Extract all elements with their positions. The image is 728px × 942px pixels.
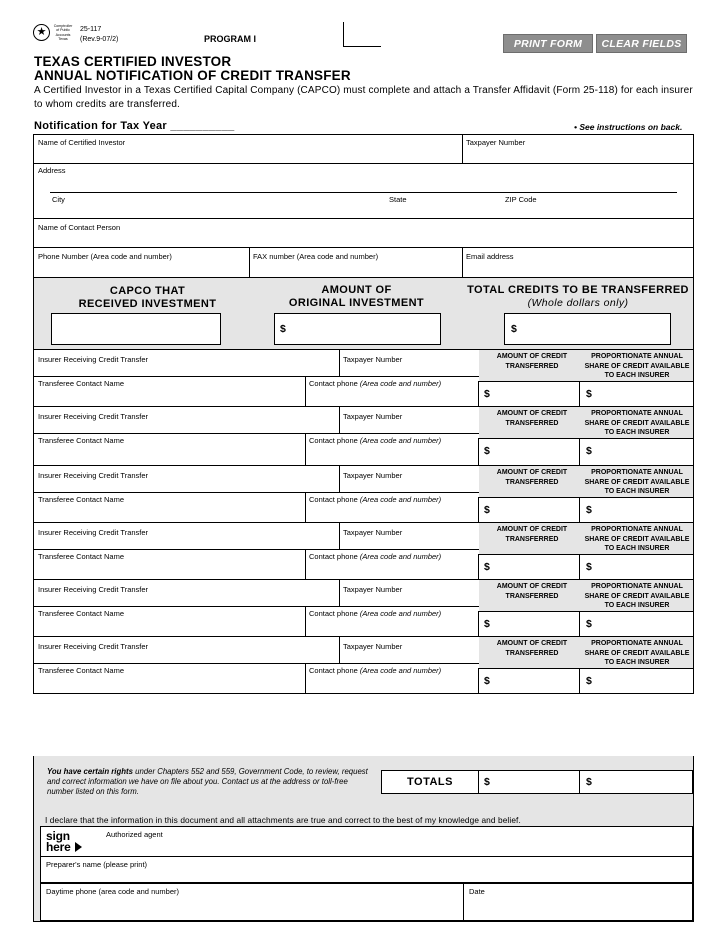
authorized-agent-label: Authorized agent xyxy=(106,830,163,839)
contact-phone-field[interactable] xyxy=(308,675,476,692)
proportionate-share-header-line3: TO EACH INSURER xyxy=(604,659,670,666)
zip-label: ZIP Code xyxy=(505,195,537,204)
contact-phone-label-hint: (Area code and number) xyxy=(359,379,442,388)
proportionate-share-header-line1: PROPORTIONATE ANNUAL xyxy=(591,640,683,647)
amount-transferred-dollar: $ xyxy=(484,388,490,400)
state-label: State xyxy=(389,195,407,204)
rights-notice-bold: You have certain rights xyxy=(47,767,133,776)
total-share-field[interactable] xyxy=(579,770,693,794)
insurer-taxpayer-label: Taxpayer Number xyxy=(343,528,403,537)
instructions-note: • See instructions on back. xyxy=(574,122,683,132)
insurer-name-field[interactable] xyxy=(36,536,336,547)
proportionate-share-header xyxy=(580,525,694,554)
insurer-taxpayer-label: Taxpayer Number xyxy=(343,642,403,651)
contact-phone-field[interactable] xyxy=(308,388,476,405)
proportionate-share-header xyxy=(580,468,694,497)
contact-phone-label xyxy=(309,379,441,388)
capco-header-line2: RECEIVED INVESTMENT xyxy=(78,298,217,310)
contact-phone-field[interactable] xyxy=(308,618,476,635)
amount-transferred-dollar: $ xyxy=(484,504,490,516)
amount-transferred-field[interactable] xyxy=(478,497,580,523)
proportionate-share-header-line2: SHARE OF CREDIT AVAILABLE xyxy=(584,362,690,370)
insurer-taxpayer-label: Taxpayer Number xyxy=(343,585,403,594)
transferee-contact-label: Transferee Contact Name xyxy=(38,552,125,561)
total-credits-field[interactable] xyxy=(504,313,671,345)
contact-phone-label-hint: (Area code and number) xyxy=(359,609,442,618)
transferee-contact-field[interactable] xyxy=(36,561,302,578)
amount-transferred-header xyxy=(486,352,578,371)
investor-name-label: Name of Certified Investor xyxy=(38,138,126,147)
insurer-name-label: Insurer Receiving Credit Transfer xyxy=(38,471,149,480)
proportionate-share-header-line1: PROPORTIONATE ANNUAL xyxy=(591,583,683,590)
insurer-taxpayer-field[interactable] xyxy=(342,363,476,374)
proportionate-share-field[interactable] xyxy=(579,497,694,523)
insurer-name-label: Insurer Receiving Credit Transfer xyxy=(38,355,149,364)
proportionate-share-field[interactable] xyxy=(579,668,694,694)
proportionate-share-header-line3: TO EACH INSURER xyxy=(604,372,670,379)
contact-phone-label xyxy=(309,552,441,561)
amount-transferred-header-line2: TRANSFERRED xyxy=(505,649,559,657)
insurer-name-label: Insurer Receiving Credit Transfer xyxy=(38,585,149,594)
phone-field[interactable] xyxy=(36,262,246,275)
header-divider-foot xyxy=(343,46,381,47)
proportionate-share-header xyxy=(580,639,694,668)
insurer-taxpayer-field[interactable] xyxy=(342,536,476,547)
amount-transferred-header-line2: TRANSFERRED xyxy=(505,478,559,486)
proportionate-share-field[interactable] xyxy=(579,554,694,580)
insurer-taxpayer-field[interactable] xyxy=(342,420,476,431)
proportionate-share-header-line1: PROPORTIONATE ANNUAL xyxy=(591,469,683,476)
tax-year-field[interactable] xyxy=(174,120,240,132)
address-field[interactable] xyxy=(50,177,677,190)
proportionate-share-dollar: $ xyxy=(586,675,592,687)
total-credits-header xyxy=(462,284,694,310)
totals-label: TOTALS xyxy=(407,776,453,788)
insurer-name-label: Insurer Receiving Credit Transfer xyxy=(38,412,149,421)
form-title-line2: ANNUAL NOTIFICATION OF CREDIT TRANSFER xyxy=(34,68,351,83)
original-investment-header-line2: ORIGINAL INVESTMENT xyxy=(288,297,425,309)
amount-transferred-header-line2: TRANSFERRED xyxy=(505,535,559,543)
rights-notice xyxy=(47,767,373,797)
amount-transferred-dollar: $ xyxy=(484,445,490,457)
amount-transferred-header-line1: AMOUNT OF CREDIT xyxy=(496,583,568,590)
proportionate-share-field[interactable] xyxy=(579,611,694,637)
proportionate-share-dollar: $ xyxy=(586,445,592,457)
contact-phone-label xyxy=(309,436,441,445)
fax-field[interactable] xyxy=(252,262,459,275)
form-title-line1: TEXAS CERTIFIED INVESTOR xyxy=(34,54,232,69)
transferee-contact-field[interactable] xyxy=(36,504,302,521)
transferee-contact-label: Transferee Contact Name xyxy=(38,436,125,445)
amount-transferred-dollar: $ xyxy=(484,561,490,573)
daytime-phone-field[interactable] xyxy=(44,897,460,917)
insurer-taxpayer-field[interactable] xyxy=(342,479,476,490)
total-credits-dollar: $ xyxy=(511,323,517,335)
amount-transferred-field[interactable] xyxy=(478,438,580,466)
proportionate-share-header-line2: SHARE OF CREDIT AVAILABLE xyxy=(584,419,690,427)
contact-phone-label-text: Contact phone xyxy=(309,436,360,445)
insurer-name-field[interactable] xyxy=(36,650,336,661)
investor-taxpayer-field[interactable] xyxy=(465,148,691,161)
original-investment-dollar: $ xyxy=(280,323,286,335)
insurer-taxpayer-field[interactable] xyxy=(342,593,476,604)
insurer-name-label: Insurer Receiving Credit Transfer xyxy=(38,528,149,537)
proportionate-share-header-line1: PROPORTIONATE ANNUAL xyxy=(591,526,683,533)
amount-transferred-header xyxy=(486,409,578,428)
contact-phone-field[interactable] xyxy=(308,504,476,521)
capco-name-field[interactable] xyxy=(51,313,221,345)
proportionate-share-dollar: $ xyxy=(586,504,592,516)
proportionate-share-header xyxy=(580,409,694,438)
investor-taxpayer-label: Taxpayer Number xyxy=(466,138,526,147)
amount-transferred-header-line2: TRANSFERRED xyxy=(505,592,559,600)
address-label: Address xyxy=(38,166,66,175)
contact-person-label: Name of Contact Person xyxy=(38,223,121,232)
form-intro: A Certified Investor in a Texas Certified Capital Company (CAPCO) must complete and attach a Transfer Affidavit (Form 25-118) for each insurer to whom credits are transferred. xyxy=(34,85,693,110)
proportionate-share-header xyxy=(580,352,694,381)
date-field[interactable] xyxy=(467,897,690,917)
investor-name-field[interactable] xyxy=(36,148,459,161)
total-share-dollar: $ xyxy=(586,776,592,788)
amount-transferred-header-line1: AMOUNT OF CREDIT xyxy=(496,640,568,647)
proportionate-share-header-line1: PROPORTIONATE ANNUAL xyxy=(591,353,683,360)
insurer-name-field[interactable] xyxy=(36,363,336,374)
proportionate-share-dollar: $ xyxy=(586,388,592,400)
transferee-contact-label: Transferee Contact Name xyxy=(38,495,125,504)
proportionate-share-field[interactable] xyxy=(579,438,694,466)
transferee-contact-field[interactable] xyxy=(36,445,302,464)
insurer-taxpayer-label: Taxpayer Number xyxy=(343,471,403,480)
proportionate-share-header-line3: TO EACH INSURER xyxy=(604,602,670,609)
amount-transferred-header-line1: AMOUNT OF CREDIT xyxy=(496,410,568,417)
sign-arrow-icon xyxy=(75,842,82,852)
proportionate-share-header xyxy=(580,582,694,611)
amount-transferred-field[interactable] xyxy=(478,381,580,407)
amount-transferred-header-line2: TRANSFERRED xyxy=(505,419,559,427)
amount-transferred-header-line1: AMOUNT OF CREDIT xyxy=(496,526,568,533)
total-amount-field[interactable] xyxy=(478,770,580,794)
email-label: Email address xyxy=(466,252,514,261)
contact-phone-label xyxy=(309,495,441,504)
amount-transferred-field[interactable] xyxy=(478,668,580,694)
contact-phone-label-text: Contact phone xyxy=(309,495,360,504)
proportionate-share-header-line2: SHARE OF CREDIT AVAILABLE xyxy=(584,592,690,600)
proportionate-share-header-line3: TO EACH INSURER xyxy=(604,429,670,436)
contact-phone-field[interactable] xyxy=(308,561,476,578)
total-credits-header-line1: TOTAL CREDITS TO BE TRANSFERRED xyxy=(467,284,689,296)
proportionate-share-dollar: $ xyxy=(586,561,592,573)
transferee-contact-label: Transferee Contact Name xyxy=(38,609,125,618)
contact-phone-label-hint: (Area code and number) xyxy=(359,495,442,504)
totals-label-box xyxy=(381,770,479,794)
seal-text: Comptroller of Public Accounts Texas xyxy=(53,24,73,42)
proportionate-share-header-line3: TO EACH INSURER xyxy=(604,488,670,495)
city-label: City xyxy=(52,195,65,204)
preparer-name-field[interactable] xyxy=(44,869,690,881)
clear-fields-button[interactable]: CLEAR FIELDS xyxy=(596,34,687,53)
contact-phone-label-text: Contact phone xyxy=(309,609,360,618)
transferee-contact-field[interactable] xyxy=(36,675,302,692)
form-number: 25-117 xyxy=(80,26,102,33)
contact-phone-label-text: Contact phone xyxy=(309,552,360,561)
print-form-button[interactable]: PRINT FORM xyxy=(503,34,593,53)
proportionate-share-field[interactable] xyxy=(579,381,694,407)
amount-transferred-dollar: $ xyxy=(484,675,490,687)
amount-transferred-header xyxy=(486,468,578,487)
program-label: PROGRAM I xyxy=(204,34,257,44)
total-amount-dollar: $ xyxy=(484,776,490,788)
contact-phone-label-text: Contact phone xyxy=(309,666,360,675)
amount-transferred-field[interactable] xyxy=(478,611,580,637)
amount-transferred-header-line1: AMOUNT OF CREDIT xyxy=(496,469,568,476)
daytime-phone-label: Daytime phone (area code and number) xyxy=(46,887,179,896)
amount-transferred-field[interactable] xyxy=(478,554,580,580)
insurer-name-field[interactable] xyxy=(36,593,336,604)
original-investment-header-line1: AMOUNT OF xyxy=(321,284,392,296)
proportionate-share-header-line2: SHARE OF CREDIT AVAILABLE xyxy=(584,478,690,486)
amount-transferred-header xyxy=(486,639,578,658)
sign-here-mark xyxy=(46,831,71,853)
header-divider xyxy=(343,22,344,46)
contact-phone-field[interactable] xyxy=(308,445,476,464)
amount-transferred-header-line2: TRANSFERRED xyxy=(505,362,559,370)
transferee-contact-label: Transferee Contact Name xyxy=(38,666,125,675)
amount-transferred-dollar: $ xyxy=(484,618,490,630)
proportionate-share-dollar: $ xyxy=(586,618,592,630)
proportionate-share-header-line2: SHARE OF CREDIT AVAILABLE xyxy=(584,535,690,543)
contact-phone-label-hint: (Area code and number) xyxy=(359,666,442,675)
amount-transferred-header xyxy=(486,582,578,601)
proportionate-share-header-line1: PROPORTIONATE ANNUAL xyxy=(591,410,683,417)
contact-phone-label-hint: (Area code and number) xyxy=(359,436,442,445)
transferee-contact-label: Transferee Contact Name xyxy=(38,379,125,388)
rights-notice-text: under Chapters 552 and 559, Government Code, to review, request and correct information we have on file about you. Contact us at the address or toll-free number listed on this form. xyxy=(47,767,368,796)
proportionate-share-header-line3: TO EACH INSURER xyxy=(604,545,670,552)
tax-year-label: Notification for Tax Year __________ xyxy=(34,120,235,132)
contact-person-field[interactable] xyxy=(36,233,691,245)
amount-transferred-header xyxy=(486,525,578,544)
capco-header-line1: CAPCO THAT xyxy=(109,285,186,297)
insurer-name-field[interactable] xyxy=(36,479,336,490)
form-revision: (Rev.9-07/2) xyxy=(80,36,119,43)
here-word: here xyxy=(46,840,71,854)
contact-phone-label-text: Contact phone xyxy=(309,379,360,388)
declaration-text: I declare that the information in this document and all attachments are true and correct to the best of my knowledge and belief. xyxy=(45,815,521,825)
contact-phone-label xyxy=(309,609,441,618)
insurer-taxpayer-field[interactable] xyxy=(342,650,476,661)
transferee-contact-field[interactable] xyxy=(36,388,302,405)
insurer-name-label: Insurer Receiving Credit Transfer xyxy=(38,642,149,651)
original-investment-header xyxy=(274,284,439,310)
fax-label: FAX number (Area code and number) xyxy=(253,252,379,261)
insurer-name-field[interactable] xyxy=(36,420,336,431)
preparer-name-label: Preparer's name (please print) xyxy=(46,860,148,869)
transferee-contact-field[interactable] xyxy=(36,618,302,635)
contact-phone-label xyxy=(309,666,441,675)
state-seal: ★ xyxy=(33,24,50,41)
original-investment-field[interactable] xyxy=(274,313,441,345)
phone-label: Phone Number (Area code and number) xyxy=(38,252,172,261)
email-field[interactable] xyxy=(465,262,691,275)
city-state-zip-field[interactable] xyxy=(50,204,677,216)
date-label: Date xyxy=(469,887,485,896)
total-credits-header-line2: (Whole dollars only) xyxy=(527,297,629,309)
sign-word: sign xyxy=(46,829,70,843)
contact-phone-label-hint: (Area code and number) xyxy=(359,552,442,561)
insurer-taxpayer-label: Taxpayer Number xyxy=(343,412,403,421)
proportionate-share-header-line2: SHARE OF CREDIT AVAILABLE xyxy=(584,649,690,657)
authorized-agent-signature-field[interactable] xyxy=(106,840,690,854)
amount-transferred-header-line1: AMOUNT OF CREDIT xyxy=(496,353,568,360)
capco-header xyxy=(50,285,245,311)
insurer-taxpayer-label: Taxpayer Number xyxy=(343,355,403,364)
